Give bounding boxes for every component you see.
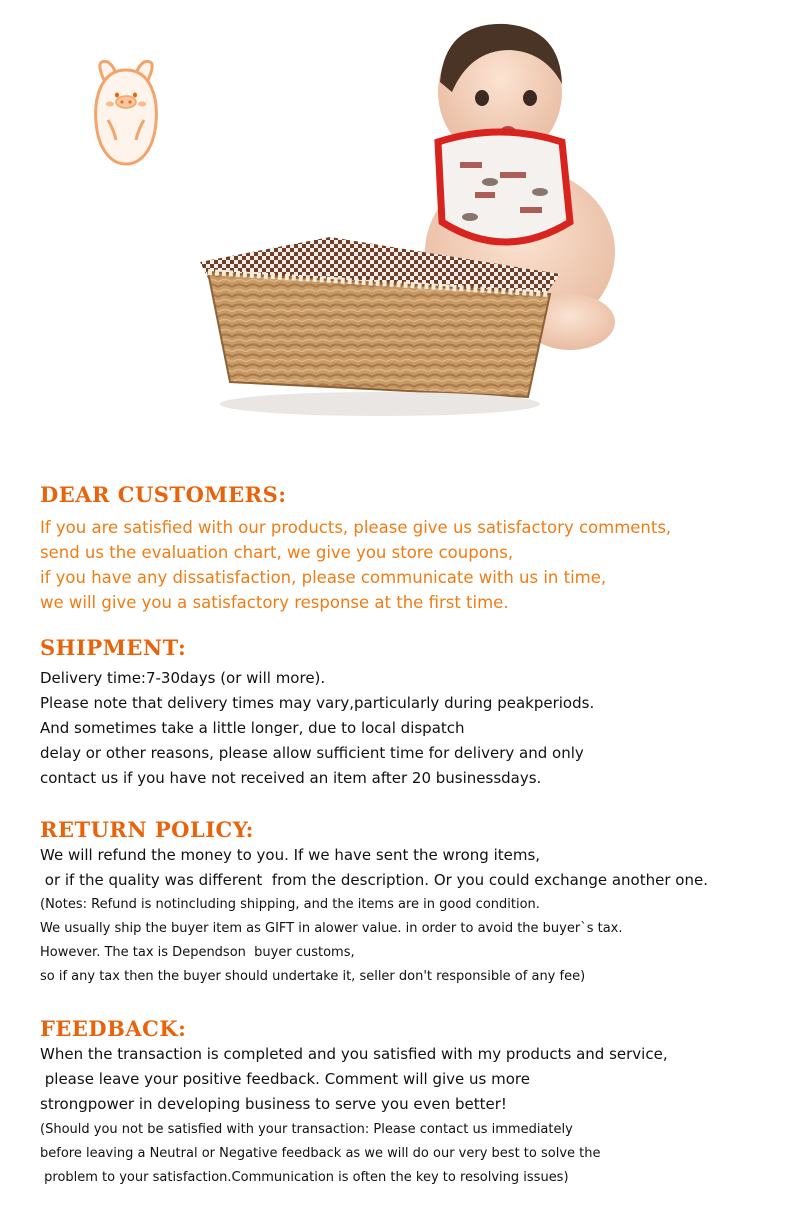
baby-basket-photo	[190, 12, 630, 432]
pig-mascot-logo	[86, 50, 166, 170]
shipment-line: Please note that delivery times may vary,particularly during peakperiods.	[40, 694, 595, 712]
feedback-line: When the transaction is completed and you satisfied with my products and service,	[40, 1045, 668, 1063]
shipment-line: delay or other reasons, please allow sufficient time for delivery and only	[40, 744, 584, 762]
shipment-line: Delivery time:7-30days (or will more).	[40, 669, 326, 687]
return-policy-text	[40, 843, 708, 893]
shipment-text	[40, 666, 594, 791]
return-policy-note: However. The tax is Dependson buyer customs,	[40, 945, 355, 960]
dear-line: send us the evaluation chart, we give you store coupons,	[40, 543, 514, 562]
return-policy-notes	[40, 893, 623, 989]
feedback-text	[40, 1042, 668, 1117]
return-policy-note: so if any tax then the buyer should undertake it, seller don't responsible of any fee)	[40, 969, 586, 984]
shipment-line: contact us if you have not received an item after 20 businessdays.	[40, 769, 542, 787]
feedback-line: strongpower in developing business to serve you even better!	[40, 1095, 507, 1113]
dear-line: we will give you a satisfactory response at the first time.	[40, 593, 509, 612]
feedback-heading: FEEDBACK:	[40, 1016, 187, 1041]
feedback-line: please leave your positive feedback. Comment will give us more	[40, 1070, 530, 1088]
dear-line: If you are satisfied with our products, please give us satisfactory comments,	[40, 518, 672, 537]
feedback-note: (Should you not be satisfied with your transaction: Please contact us immediately	[40, 1122, 573, 1137]
shipment-line: And sometimes take a little longer, due to local dispatch	[40, 719, 465, 737]
shipment-heading: SHIPMENT:	[40, 635, 187, 660]
feedback-note: before leaving a Neutral or Negative feedback as we will do our very best to solve the	[40, 1146, 601, 1161]
dear-line: if you have any dissatisfaction, please communicate with us in time,	[40, 568, 607, 587]
feedback-notes	[40, 1118, 600, 1190]
return-policy-note: We usually ship the buyer item as GIFT in alower value. in order to avoid the buyer`s tax.	[40, 921, 623, 936]
hero-banner	[0, 0, 790, 440]
dear-customers-heading: DEAR CUSTOMERS:	[40, 482, 287, 507]
return-policy-heading: RETURN POLICY:	[40, 817, 254, 842]
return-policy-line: We will refund the money to you. If we have sent the wrong items,	[40, 846, 541, 864]
return-policy-note: (Notes: Refund is notincluding shipping, and the items are in good condition.	[40, 897, 540, 912]
return-policy-line: or if the quality was different from the description. Or you could exchange another one.	[40, 871, 708, 889]
dear-customers-text	[40, 515, 671, 615]
feedback-note: problem to your satisfaction.Communication is often the key to resolving issues)	[40, 1170, 569, 1185]
